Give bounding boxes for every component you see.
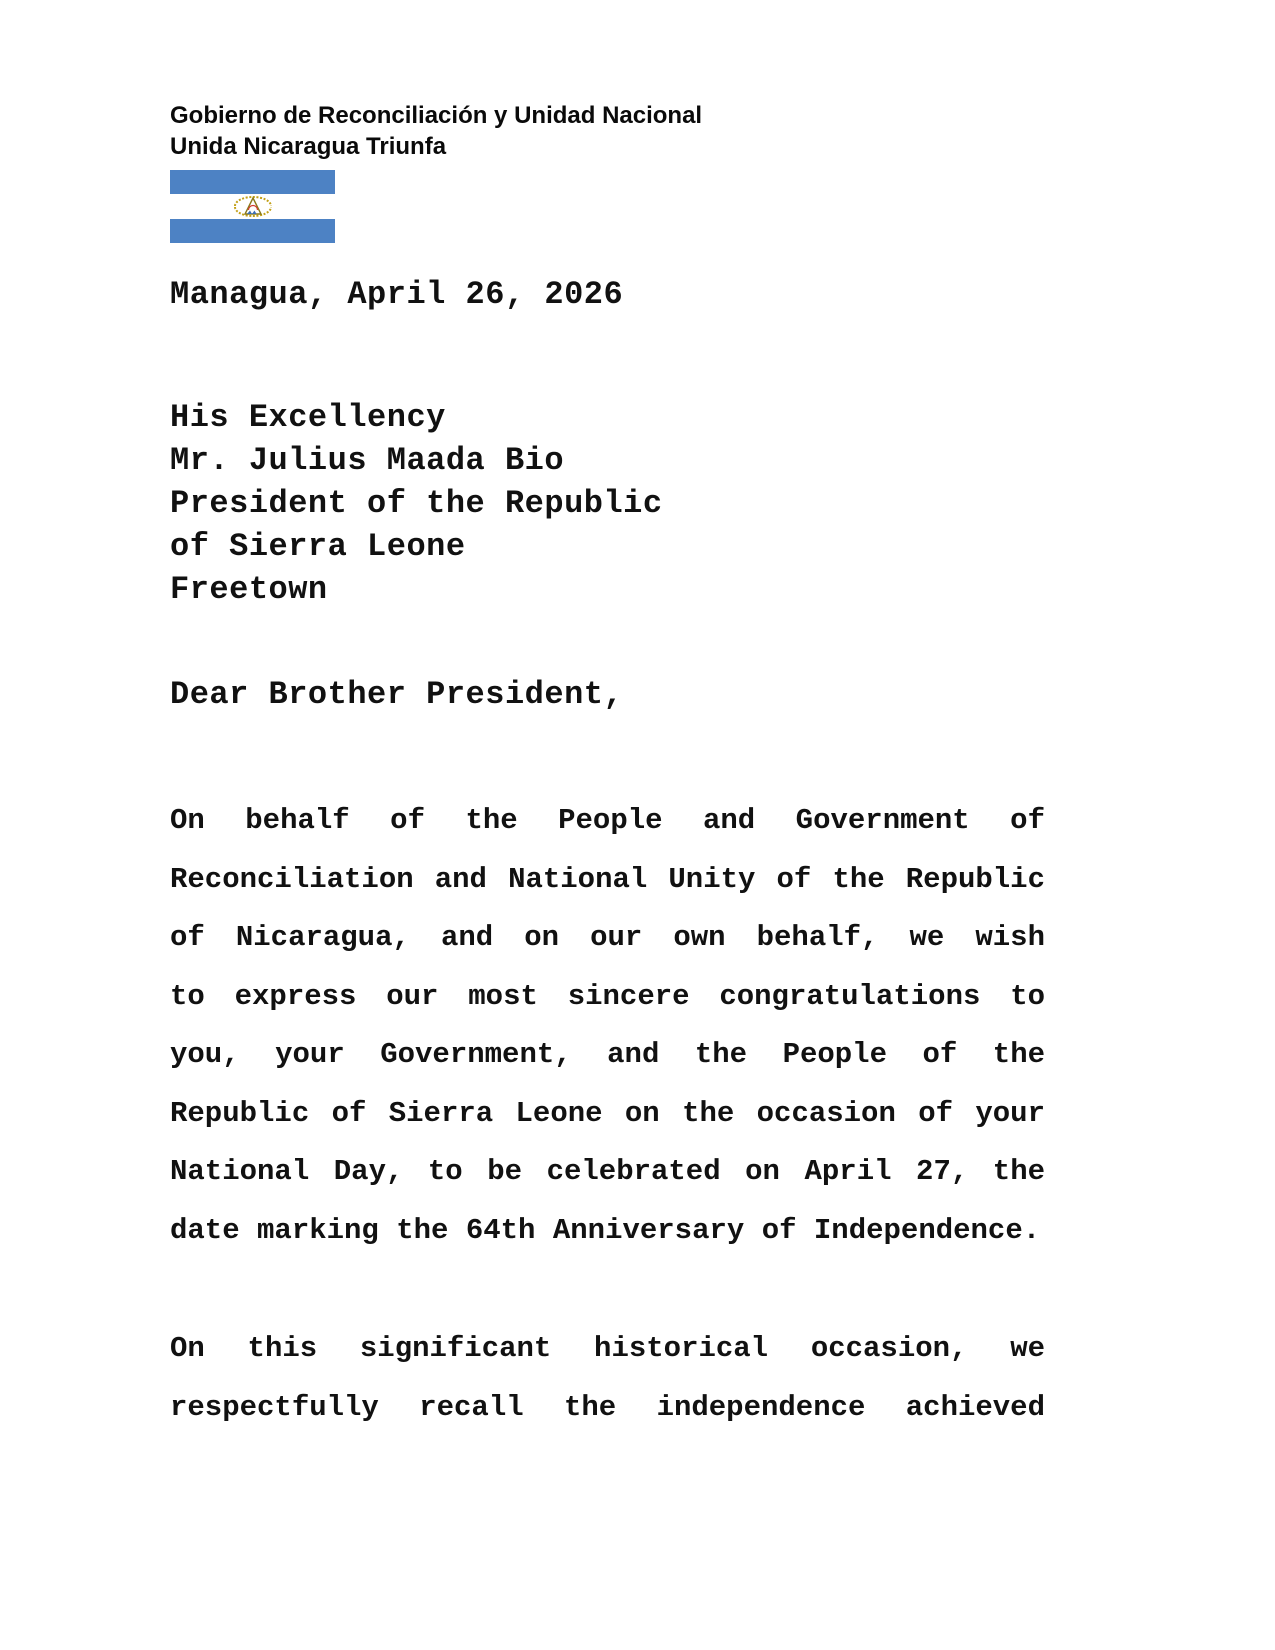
paragraph-line: Reconciliation and National Unity of the Republic	[170, 862, 1045, 896]
salutation: Dear Brother President,	[170, 676, 624, 713]
paragraph-line: of Nicaragua, and on our own behalf, we wish	[170, 921, 1045, 954]
recipient-line-city: Freetown	[170, 571, 328, 608]
nicaragua-flag-image	[170, 170, 335, 243]
recipient-line-name: Mr. Julius Maada Bio	[170, 442, 565, 479]
paragraph-line: National Day, to be celebrated on April 27, the	[170, 1155, 1045, 1188]
paragraph-line: Republic of Sierra Leone on the occasion of your	[170, 1096, 1045, 1130]
paragraph-line: date marking the 64th Anniversary of Independence.	[170, 1213, 1041, 1247]
flag-stripe-bottom	[170, 219, 335, 243]
paragraph-line: to express our most sincere congratulations to	[170, 979, 1045, 1013]
recipient-line-title: His Excellency	[170, 399, 446, 436]
body-paragraph-1	[170, 792, 1045, 1260]
paragraph-line: respectfully recall the independence achieved	[170, 1390, 1045, 1424]
recipient-block	[170, 396, 1045, 611]
coat-of-arms-icon	[225, 194, 281, 219]
letterhead-line1: Gobierno de Reconciliación y Unidad Nacional	[170, 102, 703, 129]
date-line: Managua, April 26, 2026	[170, 276, 624, 313]
paragraph-line: On behalf of the People and Government of	[170, 804, 1045, 837]
recipient-line-role: President of the Republic	[170, 485, 663, 522]
body-paragraph-2	[170, 1320, 1045, 1437]
paragraph-line: On this significant historical occasion, we	[170, 1332, 1045, 1365]
flag-stripe-middle	[170, 194, 335, 219]
flag-stripe-top	[170, 170, 335, 194]
letterhead-line2: Unida Nicaragua Triunfa	[170, 133, 447, 160]
recipient-line-country: of Sierra Leone	[170, 528, 466, 565]
letterhead	[170, 100, 1045, 162]
paragraph-line: you, your Government, and the People of the	[170, 1038, 1045, 1071]
